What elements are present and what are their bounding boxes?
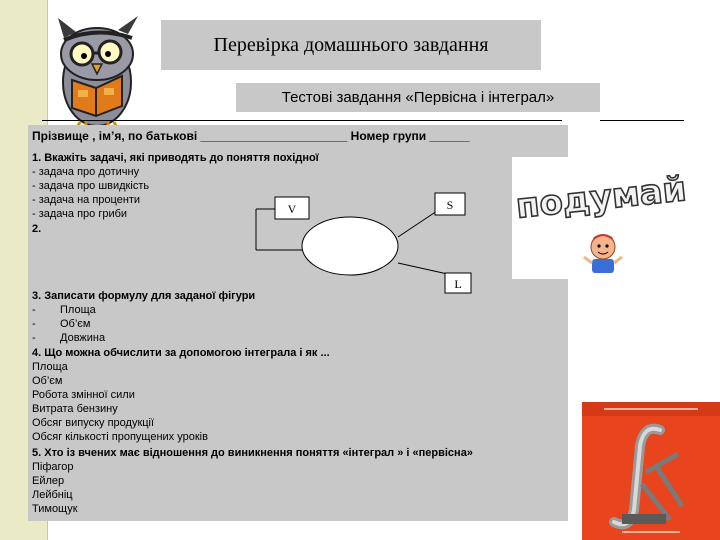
divider-line [42, 120, 562, 121]
page-subtitle: Тестові завдання «Первісна і інтеграл» [236, 83, 600, 112]
q3-option-dash: - [32, 332, 36, 344]
q3-option: Об’єм [60, 318, 91, 330]
question-1: 1. Вкажіть задачі, які приводять до поняття похідної [32, 152, 319, 164]
question-2: 2. [32, 223, 42, 235]
q5-option: Лейбніц [32, 489, 73, 501]
q3-option: Площа [60, 304, 96, 316]
integral-book-cover-icon [582, 402, 720, 540]
q4-option: Обсяг випуску продукції [32, 417, 155, 429]
think-image [512, 157, 690, 279]
question-4: 4. Що можна обчислити за допомогою інтеграла і як ... [32, 347, 330, 359]
q3-option-dash: - [32, 318, 36, 330]
q1-option: - задача на проценти [32, 194, 141, 206]
q1-option: - задача про дотичну [32, 166, 140, 178]
q4-option: Об’єм [32, 375, 63, 387]
q5-option: Ейлер [32, 475, 65, 487]
q5-option: Піфагор [32, 461, 74, 473]
diagram-label-s: S [446, 198, 454, 212]
q3-option: Довжина [60, 332, 106, 344]
think-word: подумай [513, 169, 689, 227]
name-line: Прізвище , ім’я, по батькові ______________________ Номер групи ______ [32, 129, 470, 143]
page-title: Перевірка домашнього завдання [161, 20, 541, 70]
cartoon-boy-icon [584, 234, 622, 273]
diagram-label-l: L [454, 277, 462, 291]
q4-option: Обсяг кількості пропущених уроків [32, 431, 208, 443]
q5-option: Тимощук [32, 503, 78, 515]
q1-option: - задача про гриби [32, 208, 128, 220]
q3-option-dash: - [32, 304, 36, 316]
q1-option: - задача про швидкість [32, 180, 150, 192]
figure-diagram [250, 185, 490, 295]
question-3: 3. Записати формулу для заданої фігури [32, 290, 256, 302]
subtitle-underline [600, 120, 684, 121]
owl-reading-icon [52, 16, 142, 132]
q4-option: Робота змінної сили [32, 389, 135, 401]
question-5: 5. Хто із вчених має відношення до виникнення поняття «інтеграл » і «первісна» [32, 447, 473, 459]
q4-option: Витрата бензину [32, 403, 118, 415]
q4-option: Площа [32, 361, 68, 373]
diagram-label-v: V [287, 202, 297, 216]
